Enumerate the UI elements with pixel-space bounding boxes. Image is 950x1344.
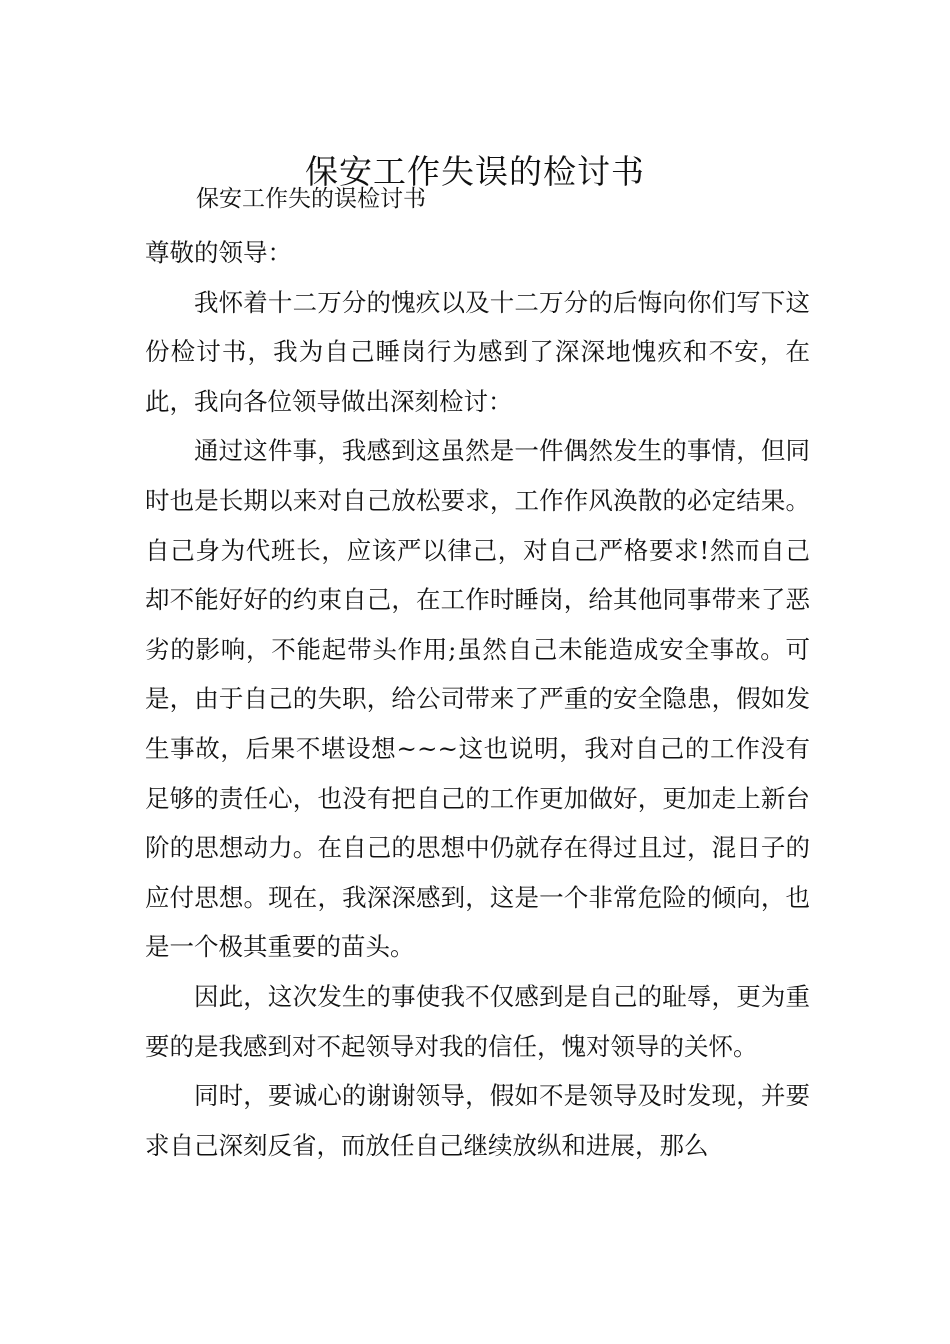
greeting-line: 尊敬的领导：	[145, 238, 292, 267]
paragraph-3: 因此，这次发生的事使我不仅感到是自己的耻辱，更为重要的是我感到对不起领导对我的信任，愧对领导的关怀。	[145, 981, 810, 1061]
document-body	[145, 228, 810, 1170]
document-title: 保安工作失误的检讨书	[305, 152, 645, 192]
paragraph-4: 同时，要诚心的谢谢领导，假如不是领导及时发现，并要求自己深刻反省，而放任自己继续放纵和进展，那么	[145, 1081, 810, 1160]
document-subtitle: 保安工作失的误检讨书	[196, 186, 426, 212]
paragraph-1: 我怀着十二万分的愧疚以及十二万分的后悔向你们写下这份检讨书，我为自己睡岗行为感到了深深地愧疚和不安，在此，我向各位领导做出深刻检讨：	[145, 287, 810, 416]
paragraph-2: 通过这件事，我感到这虽然是一件偶然发生的事情，但同时也是长期以来对自己放松要求，工作作风涣散的必定结果。自己身为代班长，应该严以律己，对自己严格要求!然而自己却不能好好的约束自己，在工作时睡岗，给其他同事带来了恶劣的影响，不能起带头作用;虽然自己未能造成安全事故。可是，由于自己的失职，给公司带来了严重的安全隐患，假如发生事故，后果不堪设想~~~这也说明，我对自己的工作没有足够的责任心，也没有把自己的工作更加做好，更加走上新台阶的思想动力。在自己的思想中仍就存在得过且过，混日子的应付思想。现在，我深深感到，这是一个非常危险的倾向，也是一个极其重要的苗头。	[145, 436, 810, 962]
